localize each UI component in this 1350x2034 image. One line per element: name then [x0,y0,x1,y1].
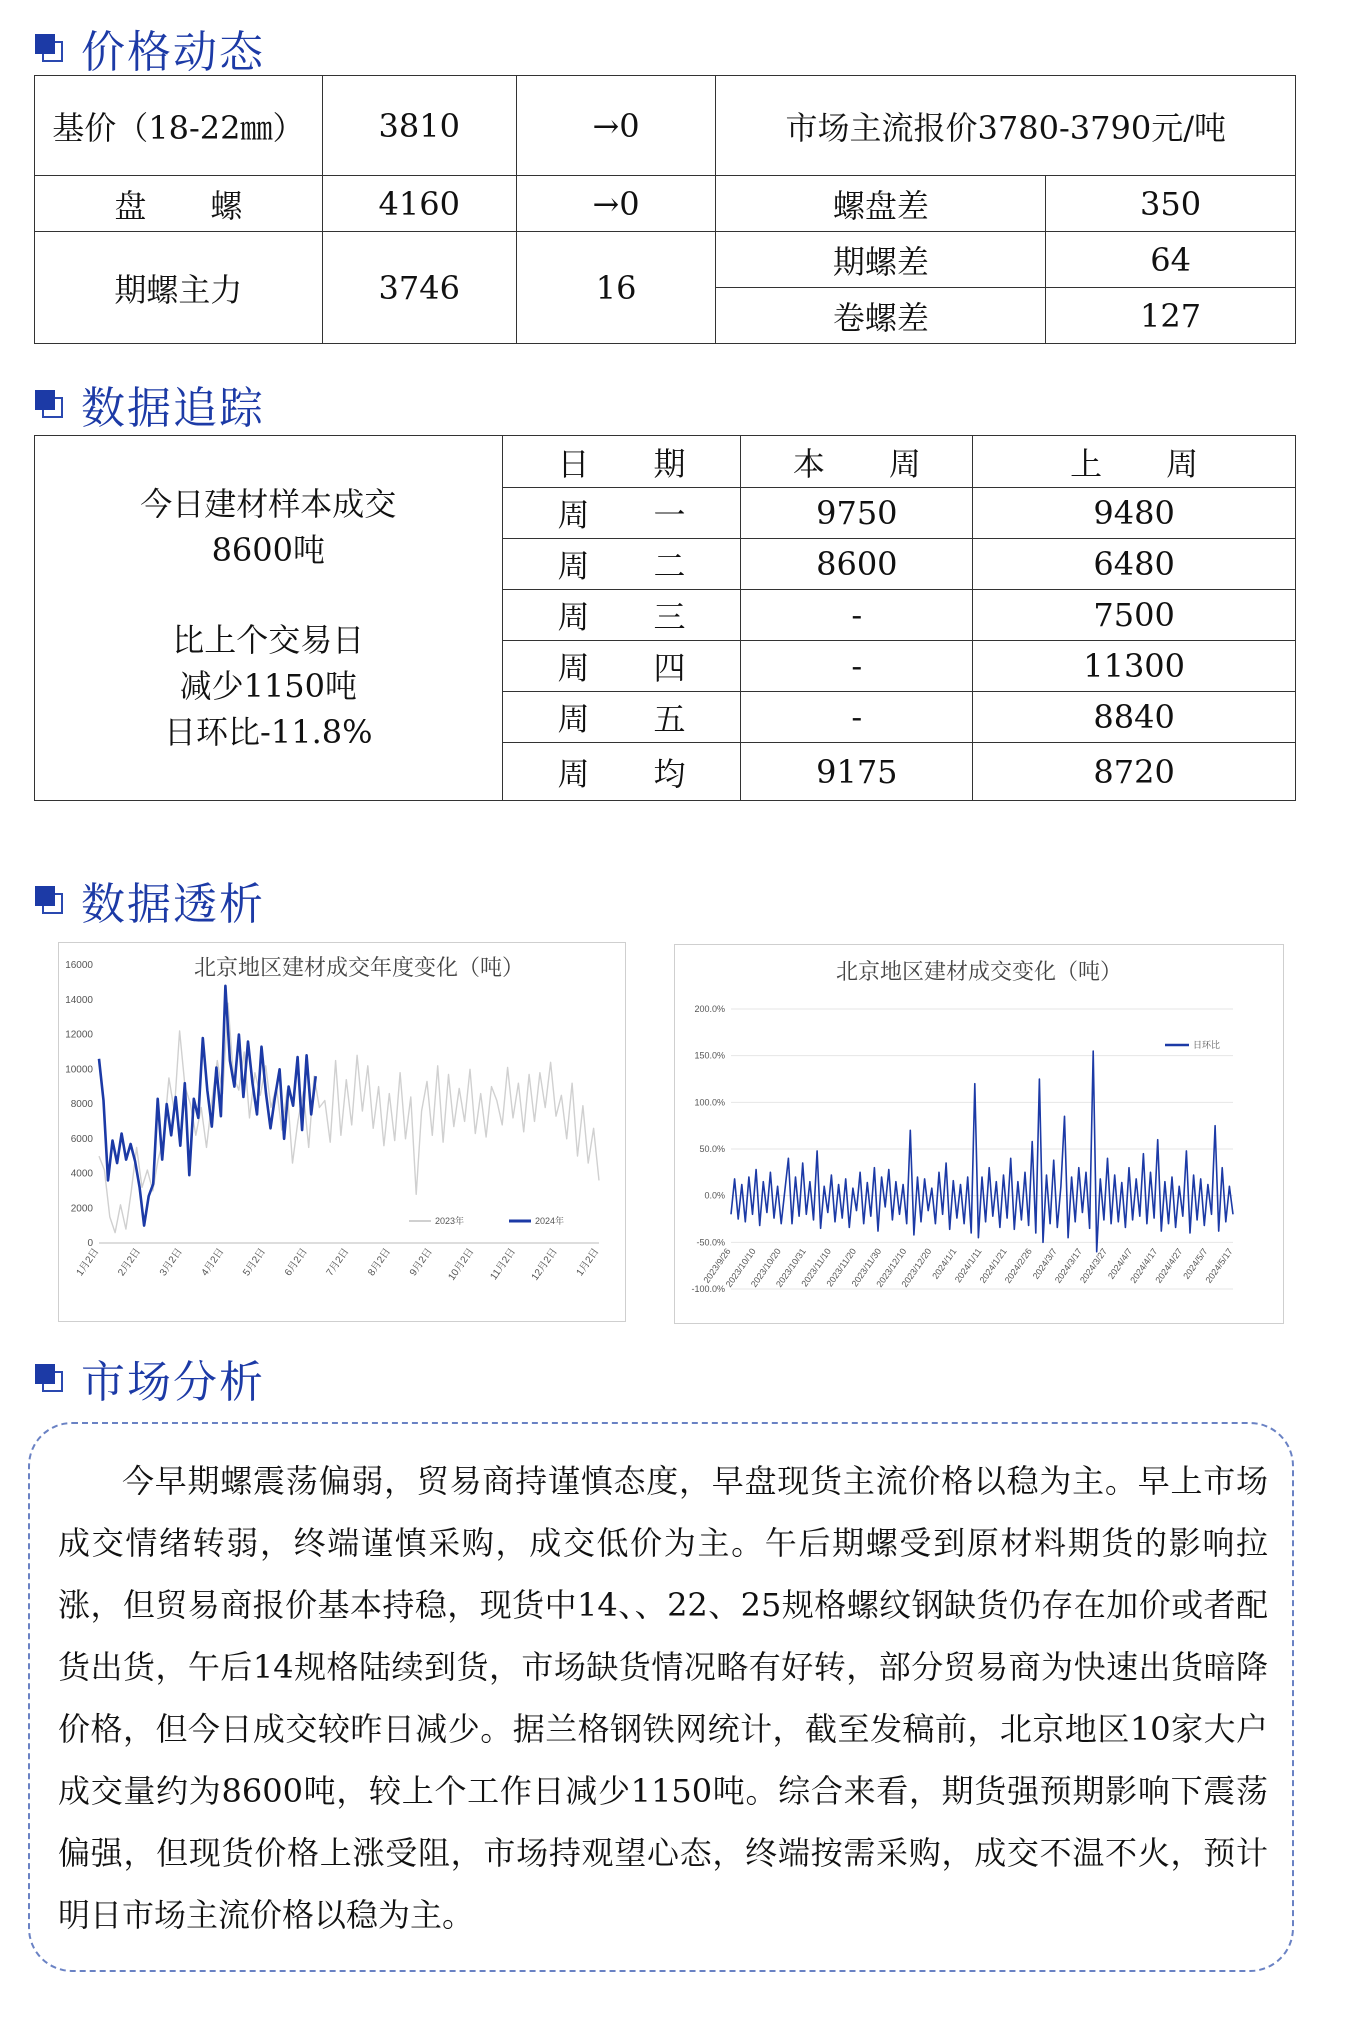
last-week-cell: 9480 [973,488,1296,539]
column-header: 日 期 [502,436,741,488]
this-week-cell: - [741,590,973,641]
this-week-cell: 8600 [741,539,973,590]
section-header-charts [35,870,265,930]
last-week-cell: 8840 [973,692,1296,743]
x-tick-label: 2023/10/10 [723,1246,758,1290]
x-tick-label: 2024/1/1 [930,1246,959,1281]
x-tick-label: 2024/1/11 [952,1246,984,1285]
y-tick-label: 8000 [70,1099,93,1110]
tracking-table [34,435,1296,801]
x-tick-label: 2023/10/31 [773,1246,808,1290]
legend-label: 日环比 [1193,1040,1221,1050]
section-marker-icon [35,390,63,418]
x-tick-label: 2024/4/7 [1105,1246,1135,1281]
y-tick-label: 0 [87,1238,93,1249]
table-row [35,76,1296,176]
legend-label: 2024年 [535,1216,565,1226]
x-tick-label: 2024/4/17 [1128,1246,1160,1285]
chart-title: 北京地区建材成交年度变化（吨） [193,955,525,980]
summary-line: 今日建材样本成交 [140,485,397,523]
day-cell: 周 均 [502,743,741,801]
day-cell: 周 四 [502,641,741,692]
section-title: 价格动态 [81,27,265,78]
x-tick-label: 2023/12/20 [899,1246,934,1290]
x-tick-label: 2024/3/27 [1077,1246,1110,1285]
last-week-cell: 7500 [973,590,1296,641]
row-value: 3810 [322,76,516,176]
x-tick-label: 12月2日 [529,1246,560,1283]
row-label: 期螺主力 [35,232,323,344]
chart-daily-ratio [674,944,1284,1324]
section-marker-icon [35,34,63,62]
row-value: 3746 [322,232,516,344]
column-header: 上 周 [973,436,1296,488]
x-tick-label: 2023/10/20 [748,1246,783,1290]
spread-value: 64 [1046,232,1296,288]
y-tick-label: 150.0% [694,1050,725,1061]
summary-value: 8600吨 [211,531,326,569]
x-tick-label: 2023/11/20 [824,1246,859,1289]
tracking-summary [35,436,503,801]
section-header-price [35,18,265,78]
series-line [731,1051,1233,1252]
legend-label: 2023年 [435,1216,465,1226]
x-tick-label: 2024/5/7 [1181,1246,1210,1281]
x-tick-label: 2024/2/26 [1002,1246,1034,1285]
row-note: 市场主流报价3780-3790元/吨 [716,76,1296,176]
x-tick-label: 3月2日 [157,1246,185,1279]
x-tick-label: 2024/1/21 [977,1246,1009,1285]
x-tick-label: 2024/3/17 [1052,1246,1085,1285]
x-tick-label: 2023/11/10 [799,1246,834,1289]
x-tick-label: 2023/9/26 [701,1246,733,1285]
chart-annual [58,942,626,1322]
this-week-cell: 9175 [741,743,973,801]
this-week-cell: - [741,641,973,692]
section-title: 数据透析 [81,879,265,930]
summary-change: 减少1150吨 [179,667,358,705]
section-marker-icon [35,1364,63,1392]
day-cell: 周 一 [502,488,741,539]
x-tick-label: 11月2日 [488,1246,519,1283]
row-change: 16 [516,232,716,344]
section-marker-icon [35,886,63,914]
section-header-analysis [35,1348,265,1408]
summary-line: 比上个交易日 [172,621,365,659]
x-tick-label: 1月2日 [574,1246,602,1279]
table-row [35,176,1296,232]
table-row [35,232,1296,288]
x-tick-label: 1月2日 [74,1246,102,1279]
chart-annual-svg [59,943,625,1321]
y-tick-label: 10000 [65,1064,93,1076]
analysis-paragraph: 今早期螺震荡偏弱，贸易商持谨慎态度，早盘现货主流价格以稳为主。早上市场成交情绪转弱，终端谨慎采购，成交低价为主。午后期螺受到原材料期货的影响拉涨，但贸易商报价基本持稳，现货中14、、22、25规格螺纹钢缺货仍存在加价或者配货出货，午后14规格陆续到货，市场缺货情况略有好转，部分贸易商为快速出货暗降价格，但今日成交较昨日减少。据兰格钢铁网统计，截至发稿前，北京地区10家大户成交量约为8600吨，较上个工作日减少1150吨。综合来看，期货强预期影响下震荡偏强，但现货价格上涨受阻，市场持观望心态，终端按需采购，成交不温不火，预计明日市场主流价格以稳为主。 [58,1462,1268,1934]
x-tick-label: 6月2日 [282,1246,310,1279]
price-table [34,75,1296,344]
y-tick-label: 14000 [65,994,93,1006]
column-header: 本 周 [741,436,973,488]
spread-name: 卷螺差 [716,288,1046,344]
y-tick-label: 6000 [70,1133,93,1145]
x-tick-label: 4月2日 [199,1246,227,1279]
y-tick-label: 2000 [70,1203,93,1215]
x-tick-label: 2024/3/7 [1030,1246,1059,1281]
y-tick-label: 100.0% [694,1097,725,1108]
row-change: →0 [516,176,716,232]
section-title: 数据追踪 [81,383,265,434]
x-tick-label: 2月2日 [116,1246,144,1279]
summary-ratio: 日环比-11.8% [164,713,373,751]
spread-value: 350 [1046,176,1296,232]
y-tick-label: 50.0% [699,1144,725,1154]
x-tick-label: 8月2日 [366,1246,394,1279]
table-header-row [35,436,1296,488]
chart-title: 北京地区建材成交变化（吨） [835,959,1123,984]
x-tick-label: 2023/11/30 [849,1246,884,1289]
section-header-data [35,374,265,434]
day-cell: 周 三 [502,590,741,641]
x-tick-label: 2023/12/10 [874,1246,909,1290]
y-tick-label: 16000 [65,960,93,971]
analysis-box [28,1422,1294,1972]
y-tick-label: -50.0% [696,1237,725,1248]
last-week-cell: 8720 [973,743,1296,801]
this-week-cell: 9750 [741,488,973,539]
spread-name: 期螺差 [716,232,1046,288]
x-tick-label: 2024/4/27 [1153,1246,1185,1285]
x-tick-label: 5月2日 [241,1246,269,1279]
chart-daily-ratio-svg [675,945,1283,1323]
spread-name: 螺盘差 [716,176,1046,232]
x-tick-label: 10月2日 [446,1246,477,1283]
section-title: 市场分析 [81,1357,265,1408]
y-tick-label: 12000 [65,1029,93,1041]
spread-value: 127 [1046,288,1296,344]
last-week-cell: 11300 [973,641,1296,692]
row-label: 盘 螺 [35,176,323,232]
row-label: 基价（18-22㎜） [35,76,323,176]
x-tick-label: 9月2日 [407,1246,435,1279]
y-tick-label: 0.0% [704,1190,725,1201]
x-tick-label: 7月2日 [324,1246,352,1279]
y-tick-label: 200.0% [694,1004,725,1014]
x-tick-label: 2024/5/17 [1203,1246,1235,1285]
day-cell: 周 二 [502,539,741,590]
row-change: →0 [516,76,716,176]
this-week-cell: - [741,692,973,743]
y-tick-label: -100.0% [691,1284,725,1294]
y-tick-label: 4000 [70,1168,93,1180]
day-cell: 周 五 [502,692,741,743]
last-week-cell: 6480 [973,539,1296,590]
row-value: 4160 [322,176,516,232]
